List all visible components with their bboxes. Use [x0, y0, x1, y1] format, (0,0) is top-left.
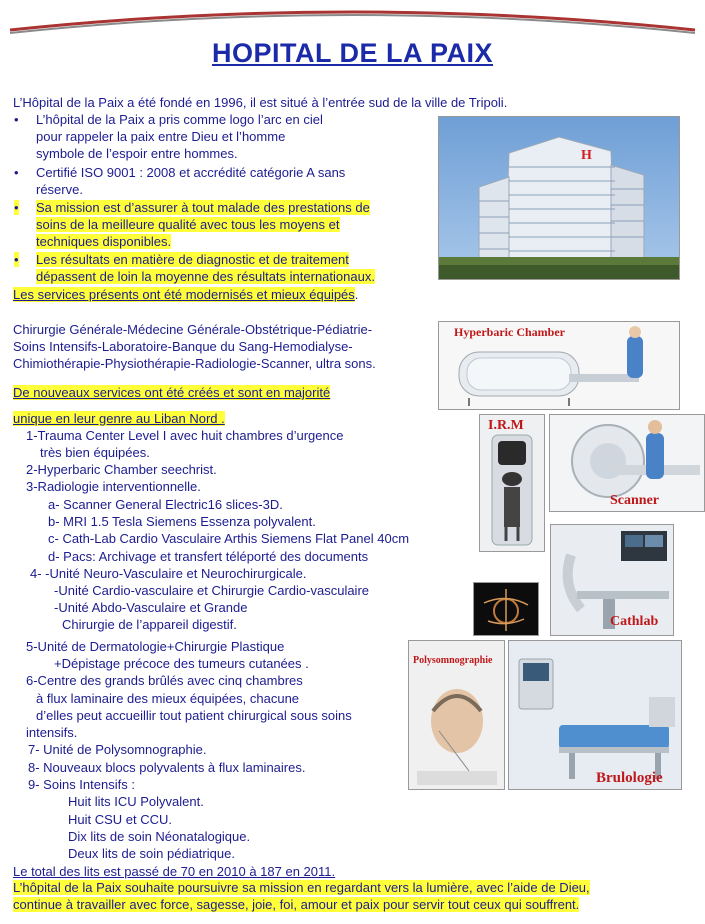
polysomnography-caption: Polysomnographie	[413, 655, 493, 666]
intro-text: L’Hôpital de la Paix a été fondé en 1996, il est situé à l’entrée sud de la ville de Tripoli.	[13, 95, 508, 110]
list-item: -Unité Abdo-Vasculaire et Grande	[54, 600, 248, 615]
services-line-1: Chirurgie Générale-Médecine Générale-Obstétrique-Pédiatrie-	[13, 322, 373, 337]
irm-photo	[479, 414, 545, 552]
list-item: 3-Radiologie interventionnelle.	[26, 479, 201, 494]
list-item: à flux laminaire des mieux équipées, chacune	[36, 691, 300, 706]
bullet-dot: •	[14, 165, 19, 180]
list-item: Huit CSU et CCU.	[68, 812, 173, 827]
hyperbaric-caption: Hyperbaric Chamber	[454, 325, 565, 339]
burn-unit-caption: Brulologie	[596, 770, 663, 786]
bullet-1-line-3: symbole de l’espoir entre hommes.	[36, 146, 238, 161]
services-line-3: Chimiothérapie-Physiothérapie-Radiologie-Scanner, ultra sons.	[13, 356, 376, 371]
bullet-3-line-2: soins de la meilleure qualité avec tous les moyens et	[36, 217, 340, 232]
bullet-2-line-1: Certifié ISO 9001 : 2008 et accrédité catégorie A sans	[36, 165, 346, 180]
list-item: très bien équipées.	[40, 445, 150, 460]
bullet-1-line-2: pour rappeler la paix entre Dieu et l’homme	[36, 129, 286, 144]
bullet-dot: •	[14, 112, 19, 127]
list-item: +Dépistage précoce des tumeurs cutanées .	[54, 656, 309, 671]
list-item: 9- Soins Intensifs :	[28, 777, 135, 792]
list-item: intensifs.	[26, 725, 78, 740]
list-item: Huit lits ICU Polyvalent.	[68, 794, 204, 809]
modernized-text: Les services présents ont été modernisés et mieux équipés.	[13, 287, 359, 302]
svg-text:H: H	[581, 148, 592, 163]
new-services-line-1: De nouveaux services ont été créés et sont en majorité	[13, 385, 331, 400]
page-title: HOPITAL DE LA PAIX	[211, 38, 494, 68]
list-item: b- MRI 1.5 Tesla Siemens Essenza polyvalent.	[48, 514, 316, 529]
burn-unit-photo	[508, 640, 682, 790]
scanner-caption: Scanner	[610, 493, 659, 508]
list-item: 5-Unité de Dermatologie+Chirurgie Plastique	[26, 639, 285, 654]
list-item: 6-Centre des grands brûlés avec cinq chambres	[26, 673, 303, 688]
list-item: d’elles peut accueillir tout patient chirurgical sous soins	[36, 708, 352, 723]
bullet-dot: •	[14, 200, 19, 215]
hospital-building-photo	[438, 116, 680, 280]
closing-line-2: continue à travailler avec force, sagesse, joie, foi, amour et paix pour servir tout ceux qui souffrent.	[13, 897, 580, 912]
list-item: d- Pacs: Archivage et transfert téléporté des documents	[48, 549, 369, 564]
bullet-2-line-2: réserve.	[36, 182, 83, 197]
bullet-4-line-1: Les résultats en matière de diagnostic et de traitement	[36, 252, 349, 267]
list-item: 1-Trauma Center Level I avec huit chambres d’urgence	[26, 428, 344, 443]
list-item: Deux lits de soin pédiatrique.	[68, 846, 235, 861]
bullet-1-line-1: L’hôpital de la Paix a pris comme logo l’arc en ciel	[36, 112, 323, 127]
bullet-3-line-3: techniques disponibles.	[36, 234, 172, 249]
list-item: a- Scanner General Electric16 slices-3D.	[48, 497, 283, 512]
total-beds: Le total des lits est passé de 70 en 2010 à 187 en 2011.	[13, 864, 336, 879]
list-item: -Unité Cardio-vasculaire et Chirurgie Cardio-vasculaire	[54, 583, 370, 598]
angiography-image	[473, 582, 539, 636]
list-item: 2-Hyperbaric Chamber seechrist.	[26, 462, 217, 477]
list-item: 4- -Unité Neuro-Vasculaire et Neurochirurgicale.	[30, 566, 307, 581]
top-rainbow-arc	[0, 0, 705, 40]
bullet-3-line-1: Sa mission est d’assurer à tout malade des prestations de	[36, 200, 370, 215]
irm-caption: I.R.M	[488, 418, 524, 433]
services-line-2: Soins Intensifs-Laboratoire-Banque du Sang-Hemodialyse-	[13, 339, 353, 354]
cathlab-caption: Cathlab	[610, 614, 659, 629]
closing-line-1: L’hôpital de la Paix souhaite poursuivre sa mission en regardant vers la lumière, avec l’aide de Dieu,	[13, 880, 590, 895]
bullet-dot: •	[14, 252, 19, 267]
list-item: 7- Unité de Polysomnographie.	[28, 742, 207, 757]
bullet-4-line-2: dépassent de loin la moyenne des résultats internationaux.	[36, 269, 375, 284]
list-item: c- Cath-Lab Cardio Vasculaire Arthis Siemens Flat Panel 40cm	[48, 531, 410, 546]
list-item: Chirurgie de l’appareil digestif.	[62, 617, 237, 632]
new-services-line-2: unique en leur genre au Liban Nord .	[13, 411, 225, 426]
list-item: Dix lits de soin Néonatalogique.	[68, 829, 251, 844]
list-item: 8- Nouveaux blocs polyvalents à flux laminaires.	[28, 760, 306, 775]
